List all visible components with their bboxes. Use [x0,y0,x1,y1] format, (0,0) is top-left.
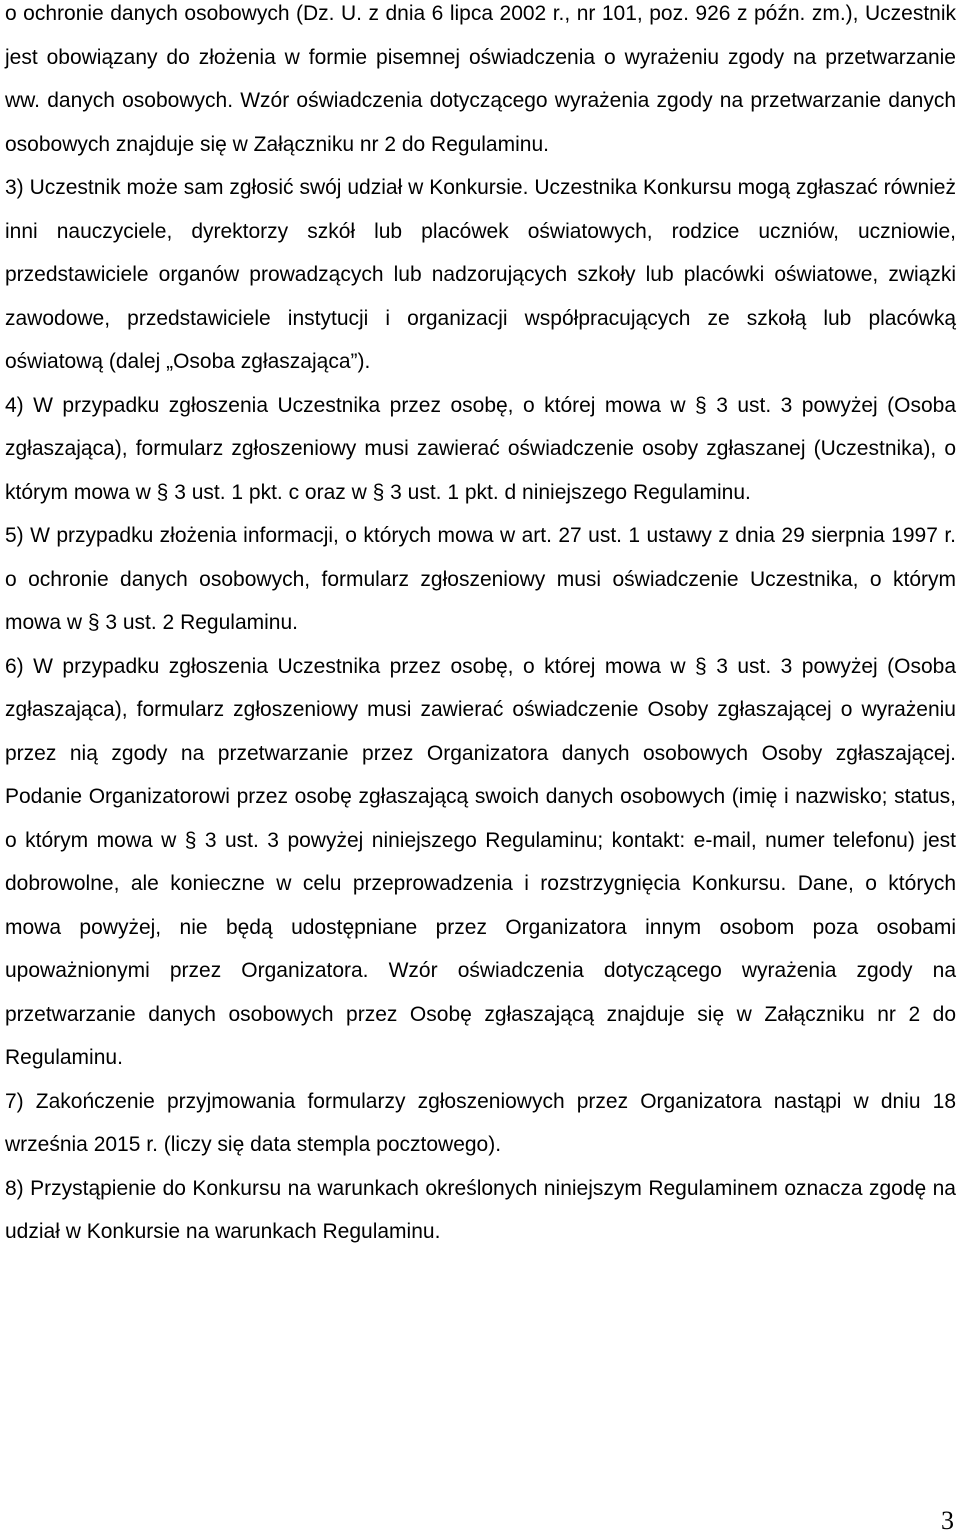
body-text [5,0,956,1254]
page-number: 3 [941,1506,954,1535]
paragraph-point-8: 8) Przystąpienie do Konkursu na warunkach określonych niniejszym Regulaminem oznacza zgodę na udział w Konkursie na warunkach Regulaminu. [5,1176,956,1243]
paragraph-point-3: 3) Uczestnik może sam zgłosić swój udział w Konkursie. Uczestnika Konkursu mogą zgłaszać również inni nauczyciele, dyrektorzy szkół lub placówek oświatowych, rodzice uczniów, uczniowie, przedstawiciele organów prowadzących lub nadzorujących szkoły lub placówki oświatowe, związki zawodowe, przedstawiciele instytucji i organizacji współpracujących ze szkołą lub placówką oświatową (dalej „Osoba zgłaszająca”). [5,176,956,373]
paragraph-point-6: 6) W przypadku zgłoszenia Uczestnika przez osobę, o której mowa w § 3 ust. 3 powyżej (Osoba zgłaszająca), formularz zgłoszeniowy musi zawierać oświadczenie Osoby zgłaszającej o wyrażeniu przez nią zgody na przetwarzanie przez Organizatora danych osobowych Osoby zgłaszającej. Podanie Organizatorowi przez osobę zgłaszającą swoich danych osobowych (imię i nazwisko; status, o którym mowa w § 3 ust. 3 powyżej niniejszego Regulaminu; kontakt: e-mail, numer telefonu) jest dobrowolne, ale konieczne w celu przeprowadzenia i rozstrzygnięcia Konkursu. Dane, o których mowa powyżej, nie będą udostępniane przez Organizatora innym osobom poza osobami upoważnionymi przez Organizatora. Wzór oświadczenia dotyczącego wyrażenia zgody na przetwarzanie danych osobowych przez Osobę zgłaszającą znajduje się w Załączniku nr 2 do Regulaminu. [5,654,956,1069]
paragraph-point-7: 7) Zakończenie przyjmowania formularzy zgłoszeniowych przez Organizatora nastąpi w dniu 18 września 2015 r. (liczy się data stempla pocztowego). [5,1089,956,1156]
paragraph-consent-continuation: o ochronie danych osobowych (Dz. U. z dnia 6 lipca 2002 r., nr 101, poz. 926 z późn. zm.), Uczestnik jest obowiązany do złożenia w formie pisemnej oświadczenia o wyrażeniu zgody na przetwarzanie ww. danych osobowych. Wzór oświadczenia dotyczącego wyrażenia zgody na przetwarzanie danych osobowych znajduje się w Załączniku nr 2 do Regulaminu. [5,2,956,156]
paragraph-point-4: 4) W przypadku zgłoszenia Uczestnika przez osobę, o której mowa w § 3 ust. 3 powyżej (Osoba zgłaszająca), formularz zgłoszeniowy musi zawierać oświadczenie osoby zgłaszanej (Uczestnika), o którym mowa w § 3 ust. 1 pkt. c oraz w § 3 ust. 1 pkt. d niniejszego Regulaminu. [5,393,956,504]
paragraph-point-5: 5) W przypadku złożenia informacji, o których mowa w art. 27 ust. 1 ustawy z dnia 29 sierpnia 1997 r. o ochronie danych osobowych, formularz zgłoszeniowy musi oświadczenie Uczestnika, o którym mowa w § 3 ust. 2 Regulaminu. [5,524,956,634]
